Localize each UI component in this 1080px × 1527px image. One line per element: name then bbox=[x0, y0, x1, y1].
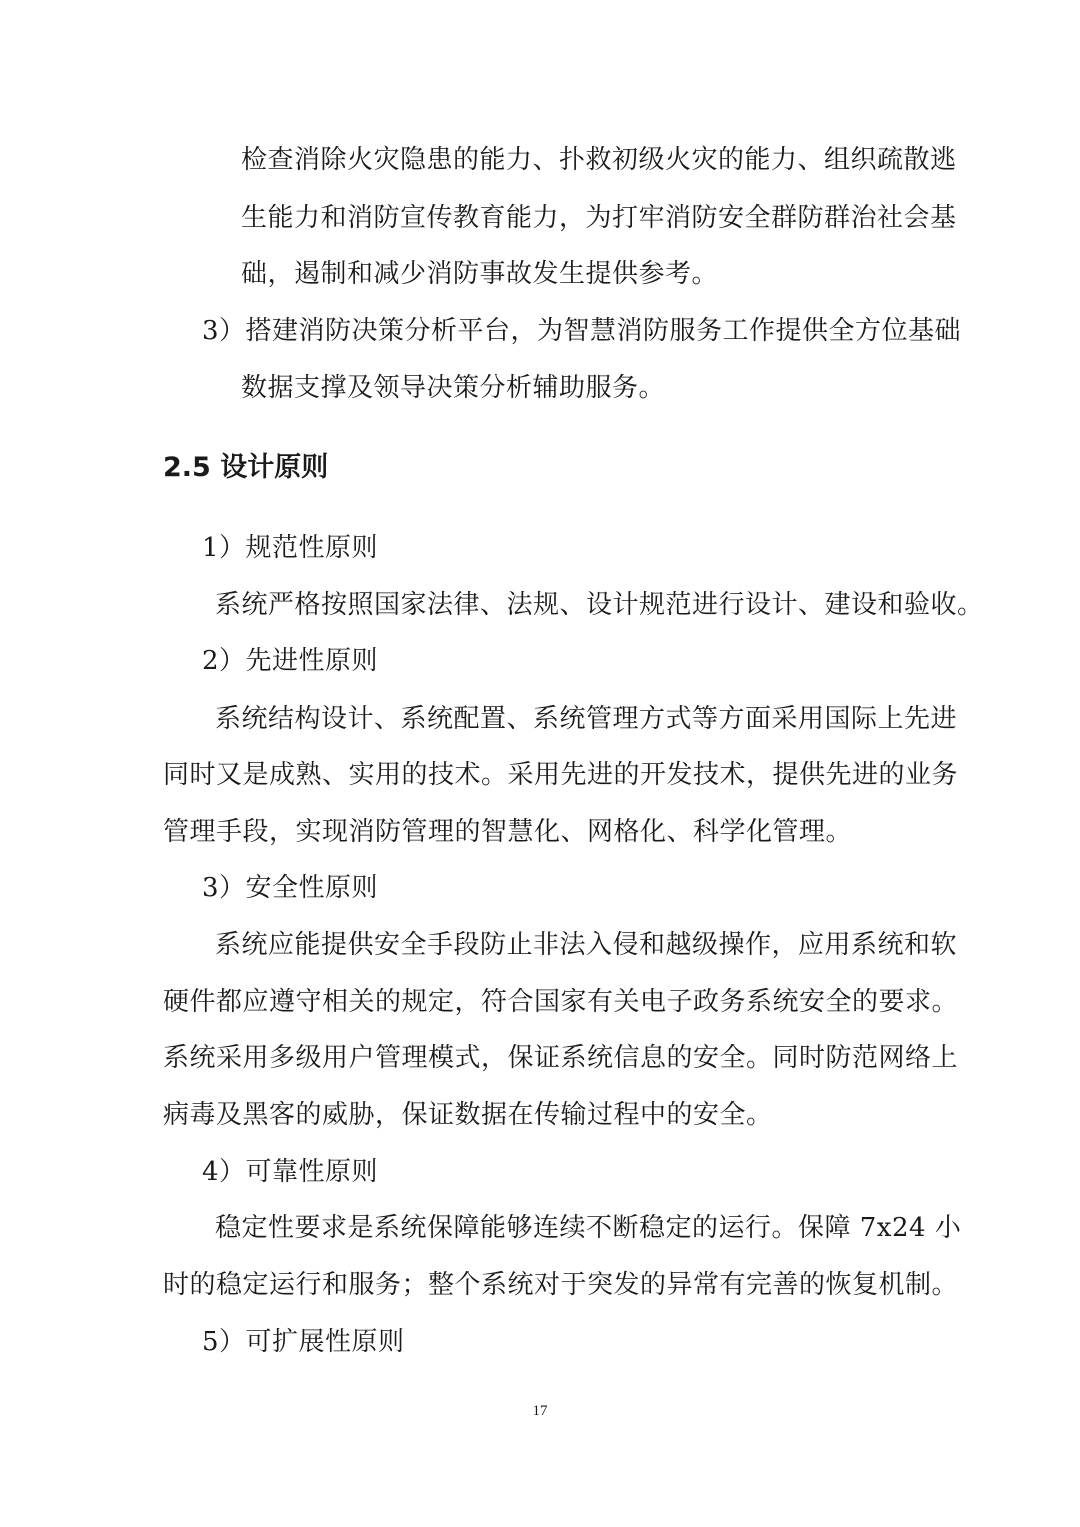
paragraph-line: 础，遏制和减少消防事故发生提供参考。 bbox=[241, 259, 719, 289]
principle-body-line: 病毒及黑客的威胁，保证数据在传输过程中的安全。 bbox=[163, 1100, 773, 1130]
principle-body-line: 硬件都应遵守相关的规定，符合国家有关电子政务系统安全的要求。 bbox=[163, 987, 959, 1017]
paragraph-line: 检查消除火灾隐患的能力、扑救初级火灾的能力、组织疏散逃 bbox=[241, 145, 957, 175]
principle-body-line: 系统采用多级用户管理模式，保证系统信息的安全。同时防范网络上 bbox=[163, 1043, 959, 1073]
principle-body-line: 管理手段，实现消防管理的智慧化、网格化、科学化管理。 bbox=[163, 817, 853, 847]
list-item-line: 3）搭建消防决策分析平台，为智慧消防服务工作提供全方位基础 bbox=[202, 316, 962, 346]
principle-title: 4）可靠性原则 bbox=[202, 1157, 379, 1187]
principle-title: 2）先进性原则 bbox=[202, 646, 379, 676]
principle-title: 3）安全性原则 bbox=[202, 873, 379, 903]
principle-body-line: 同时又是成熟、实用的技术。采用先进的开发技术，提供先进的业务 bbox=[163, 760, 959, 790]
list-item-line: 数据支撑及领导决策分析辅助服务。 bbox=[241, 373, 666, 403]
principle-body-line: 系统应能提供安全手段防止非法入侵和越级操作，应用系统和软 bbox=[215, 930, 958, 960]
principle-title: 5）可扩展性原则 bbox=[202, 1327, 405, 1357]
principle-body-line: 系统结构设计、系统配置、系统管理方式等方面采用国际上先进 bbox=[215, 704, 958, 734]
paragraph-line: 生能力和消防宣传教育能力，为打牢消防安全群防群治社会基 bbox=[241, 203, 957, 233]
principle-body-line: 稳定性要求是系统保障能够连续不断稳定的运行。保障 7x24 小 bbox=[215, 1213, 962, 1243]
section-heading: 2.5 设计原则 bbox=[163, 452, 329, 483]
principle-title: 1）规范性原则 bbox=[202, 533, 379, 563]
principle-body-line: 系统严格按照国家法律、法规、设计规范进行设计、建设和验收。 bbox=[215, 590, 984, 620]
principle-body-line: 时的稳定运行和服务；整个系统对于突发的异常有完善的恢复机制。 bbox=[163, 1270, 959, 1300]
page-number: 17 bbox=[532, 1403, 548, 1419]
